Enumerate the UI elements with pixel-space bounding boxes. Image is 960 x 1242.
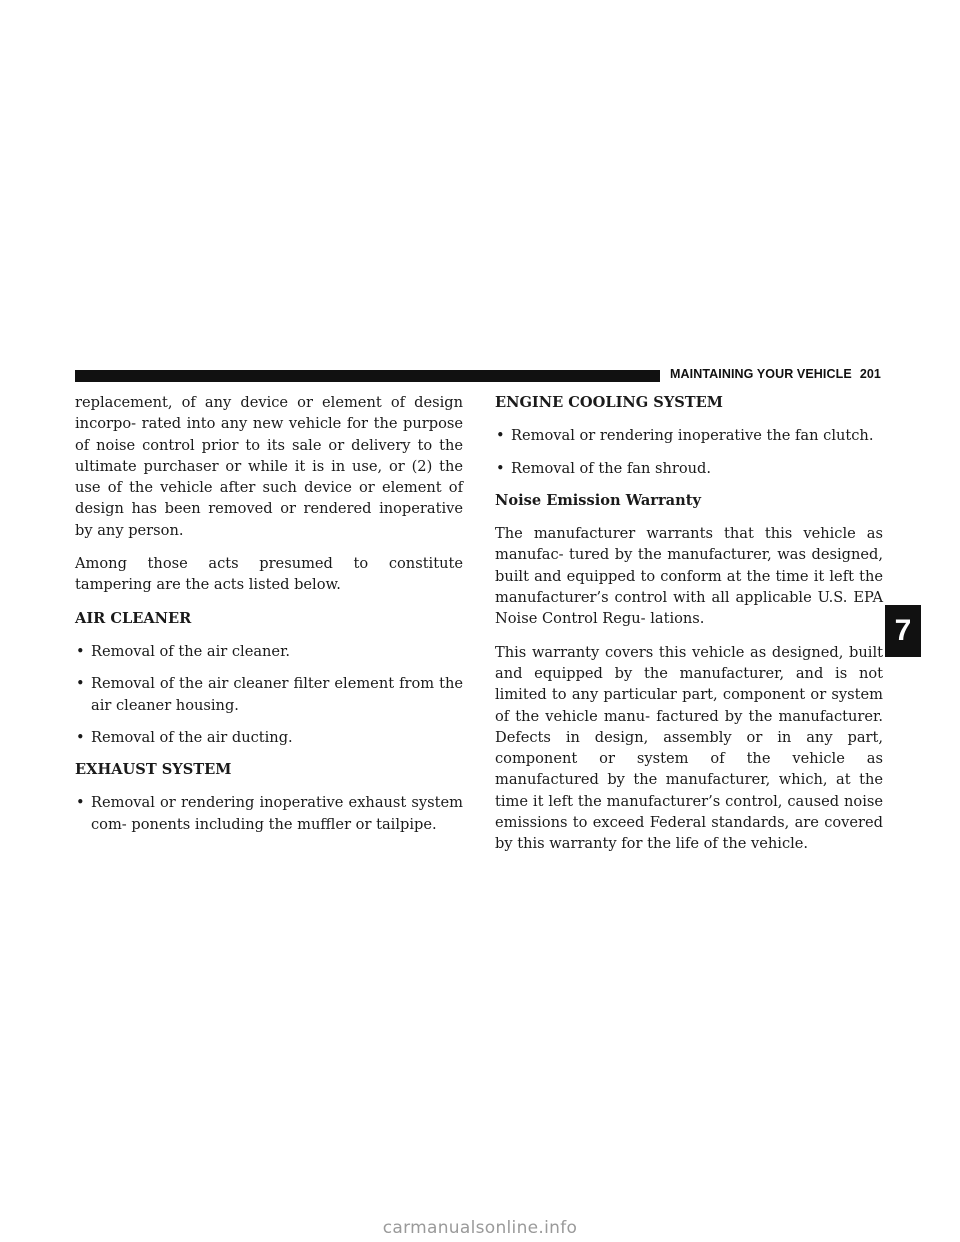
paragraph: The manufacturer warrants that this vehicle as manufac- tured by the manufacturer, was designed, built and equipped to conform at the time it left the manufacturer’s control with all applicable U.S. EPA Noise Control Regu- lations.: [495, 525, 883, 628]
list-item: • Removal of the air cleaner filter element from the air cleaner housing.: [75, 673, 463, 716]
watermark: carmanualsonline.info: [382, 1218, 578, 1238]
bullet-list: [495, 425, 883, 479]
section-title: MAINTAINING YOUR VEHICLE: [670, 367, 852, 381]
section-heading-exhaust-system: EXHAUST SYSTEM: [75, 761, 232, 779]
page-number: 201: [859, 367, 881, 381]
section-heading-engine-cooling: ENGINE COOLING SYSTEM: [495, 394, 723, 411]
right-column: [495, 392, 883, 867]
list-item: • Removal of the air cleaner.: [75, 641, 463, 662]
bullet-list: [75, 641, 463, 748]
section-heading-noise-warranty: Noise Emission Warranty: [495, 491, 701, 509]
header-rule: [75, 370, 660, 382]
chapter-tab: 7: [885, 605, 921, 657]
list-item: • Removal or rendering inoperative exhaust system com- ponents including the muffler or tailpipe.: [75, 792, 463, 835]
list-item: • Removal or rendering inoperative the fan clutch.: [495, 425, 883, 446]
paragraph: Among those acts presumed to constitute tampering are the acts listed below.: [75, 555, 463, 594]
list-item: • Removal of the air ducting.: [75, 727, 463, 748]
list-item: • Removal of the fan shroud.: [495, 458, 883, 479]
paragraph: This warranty covers this vehicle as designed, built and equipped by the manufacturer, and is not limited to any particular part, component or system of the vehicle manu- factured by the manufacturer. Defects in design, assembly or in any part, component or system of the vehicle as manufactured by the manufacturer, which, at the time it left the manufacturer’s control, caused noise emissions to exceed Federal standards, are covered by this warranty for the life of the vehicle.: [495, 643, 883, 853]
bullet-list: [75, 792, 463, 835]
section-heading-air-cleaner: AIR CLEANER: [75, 609, 192, 627]
left-column: [75, 392, 463, 846]
paragraph: replacement, of any device or element of design incorpo- rated into any new vehicle for the purpose of noise control prior to its sale or delivery to the ultimate purchaser or while it is in use, or (2) the use of the vehicle after such device or element of design has been removed or rendered inoperative by any person.: [75, 394, 463, 539]
running-head: [670, 367, 885, 381]
